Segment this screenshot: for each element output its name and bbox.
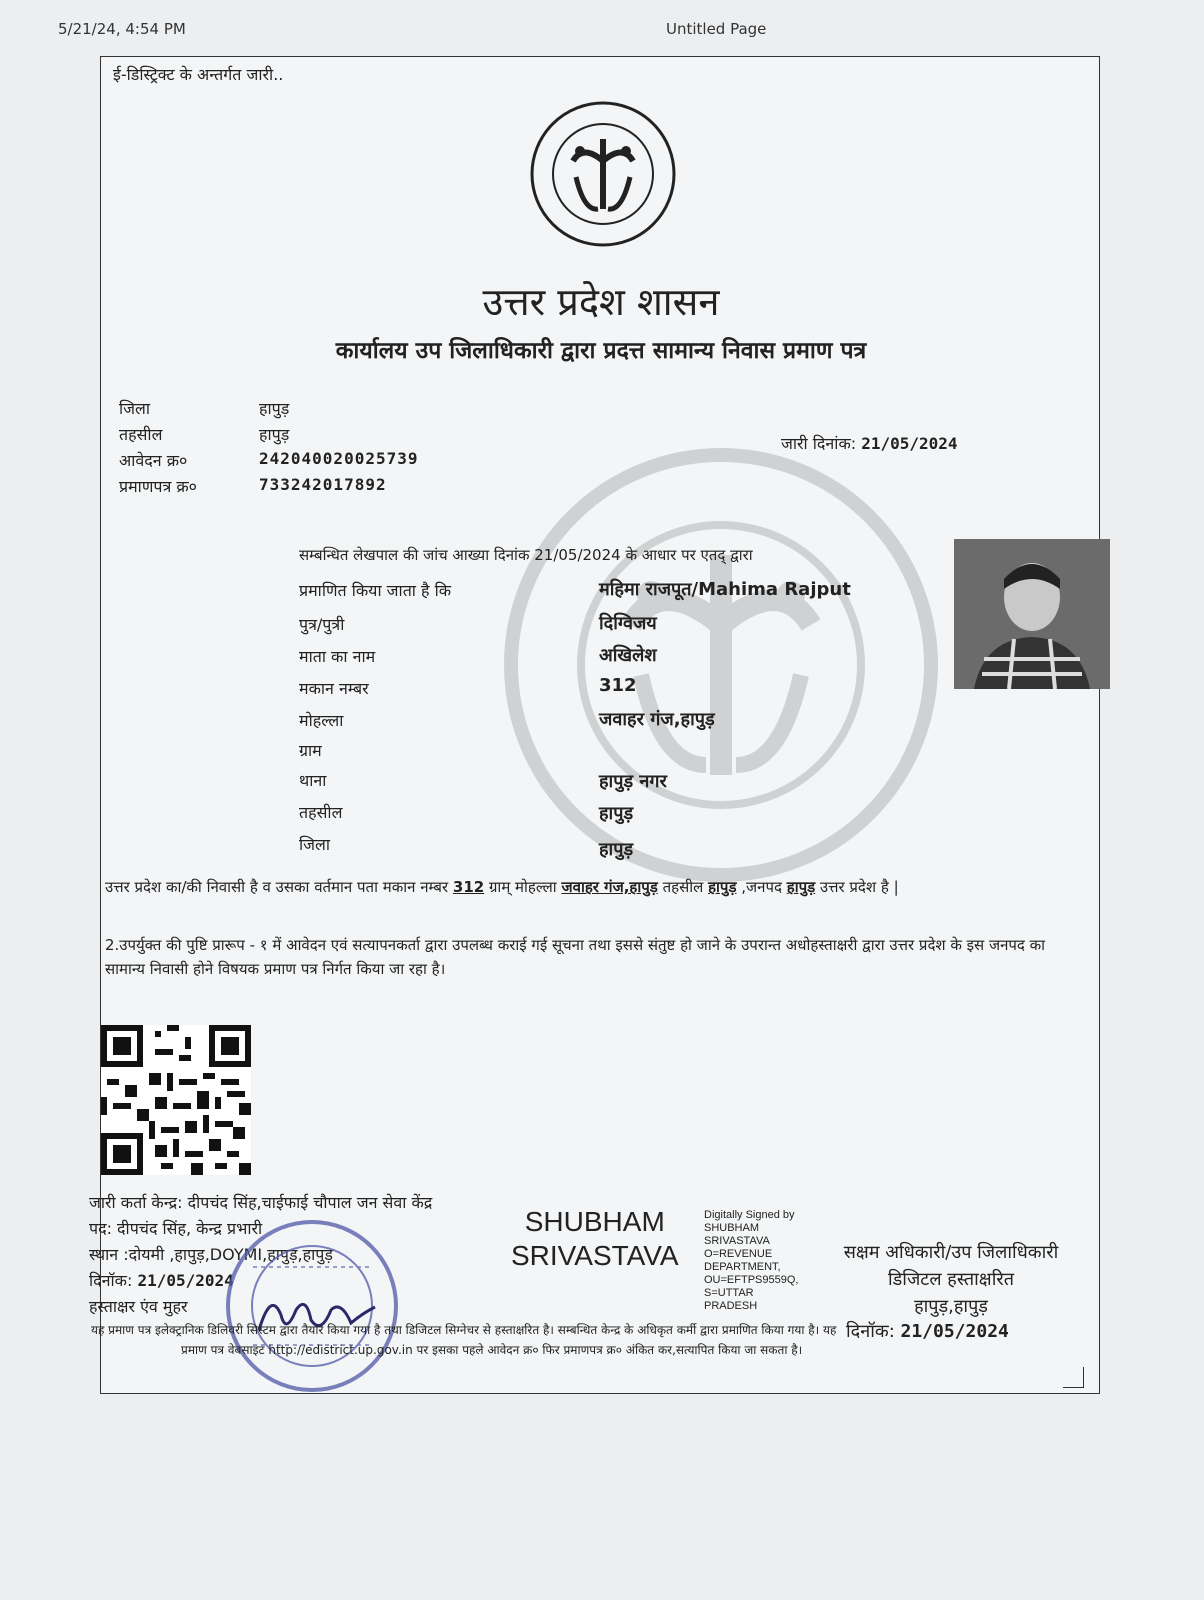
issue-date-value: 21/05/2024 xyxy=(861,434,958,453)
signer-first-name: SHUBHAM xyxy=(524,1206,665,1237)
meta-label-tehsil: तहसील xyxy=(119,425,163,444)
print-datetime: 5/21/24, 4:54 PM xyxy=(58,20,186,38)
certificate-title: कार्यालय उप जिलाधिकारी द्वारा प्रदत्त सामान्य निवास प्रमाण पत्र xyxy=(335,338,867,364)
field-value-district: हापुड़ xyxy=(599,839,634,860)
meta-label-application-no: आवेदन क्र० xyxy=(119,451,188,470)
issuing-center: जारी कर्ता केन्द्र: दीपचंद सिंह,चाईफाई चौपाल जन सेवा केंद्र xyxy=(89,1193,433,1212)
signer-last-name: SRIVASTAVA xyxy=(511,1240,679,1271)
field-value-house-no: 312 xyxy=(599,675,637,696)
field-label-house-no: मकान नम्बर xyxy=(299,679,369,698)
field-label-village: ग्राम xyxy=(299,741,322,760)
issuer-place: स्थान :दोयमी ,हापुड़,DOYMI,हापुड़,हापुड़ xyxy=(89,1245,333,1264)
applicant-photo-image xyxy=(954,539,1110,689)
meta-label-district: जिला xyxy=(119,399,151,418)
authority-date-label: दिनॉक: xyxy=(846,1321,895,1342)
field-label-certified: प्रमाणित किया जाता है कि xyxy=(299,581,452,600)
meta-value-tehsil: हापुड़ xyxy=(259,425,290,444)
field-value-mother: अखिलेश xyxy=(599,645,657,666)
field-value-tehsil: हापुड़ xyxy=(599,803,634,824)
field-label-tehsil: तहसील xyxy=(299,803,343,822)
issue-date-label: जारी दिनांक: xyxy=(781,434,857,453)
field-value-mohalla: जवाहर गंज,हापुड़ xyxy=(599,709,715,730)
meta-value-certificate-no: 733242017892 xyxy=(259,475,387,494)
para-mohalla: जवाहर गंज,हापुड़ xyxy=(561,878,658,896)
residence-paragraph: उत्तर प्रदेश का/की निवासी है व उसका वर्तमान पता मकान नम्बर 312 ग्राम् मोहल्ला जवाहर गंज,हापुड़ तहसील हापुड़ ,जनपद हापुड़ उत्तर प्रदेश है | xyxy=(105,878,899,896)
qr-code xyxy=(101,1025,251,1175)
para-tehsil: हापुड़ xyxy=(708,878,737,896)
authority-date-value: 21/05/2024 xyxy=(900,1321,1009,1342)
issuer-date-label: दिनॉक: xyxy=(89,1271,133,1290)
up-emblem-logo xyxy=(528,99,678,249)
field-label-mohalla: मोहल्ला xyxy=(299,711,344,730)
issuer-designation: पद: दीपचंद सिंह, केन्द्र प्रभारी xyxy=(89,1219,263,1238)
authority-sign-note: डिजिटल हस्ताक्षरित xyxy=(888,1269,1014,1290)
field-value-father: दिग्विजय xyxy=(599,613,657,634)
print-page-title: Untitled Page xyxy=(666,20,767,38)
issuer-date xyxy=(89,1269,234,1291)
para-district: हापुड़ xyxy=(786,878,816,896)
confirmation-paragraph: 2.उपर्युक्त की पुष्टि प्रारूप - १ में आवेदन एवं सत्यापनकर्ता द्वारा उपलब्ध कराई गई सूचना तथा इससे संतुष्ट हो जाने के उपरान्त अधोहस्ताक्षरी द्वारा उत्तर प्रदेश के इस जनपद का सामान्य निवासी होने विषयक प्रमाण पत्र निर्गत किया जा रहा है। xyxy=(105,936,1046,978)
certificate-page xyxy=(89,56,1100,1394)
government-title: उत्तर प्रदेश शासन xyxy=(482,280,720,324)
corner-mark xyxy=(1063,1367,1084,1388)
authority-block xyxy=(821,1239,1081,1320)
issuer-sign-label: हस्ताक्षर एंव मुहर xyxy=(89,1297,188,1316)
emblem-watermark xyxy=(501,445,941,885)
issued-under-note: ई-डिस्ट्रिक्ट के अन्तर्गत जारी.. xyxy=(113,65,284,84)
applicant-photo xyxy=(954,539,1110,689)
para-house-no: 312 xyxy=(452,878,485,896)
digital-signature-block: Digitally Signed by SHUBHAM SRIVASTAVA O=REVENUE DEPARTMENT, OU=EFTPS9559Q, S=UTTAR PRADESH xyxy=(704,1209,799,1312)
field-label-child-of: पुत्र/पुत्री xyxy=(299,615,345,634)
meta-label-certificate-no: प्रमाणपत्र क्र० xyxy=(119,477,197,496)
field-label-mother: माता का नाम xyxy=(299,647,376,666)
field-label-police-station: थाना xyxy=(299,771,327,790)
issuer-date-value: 21/05/2024 xyxy=(137,1271,234,1290)
meta-value-district: हापुड़ xyxy=(259,399,290,418)
footnote-line-2: प्रमाण पत्र वेबसाइट http://edistrict.up.gov.in पर इसका पहले आवेदन क्र० फिर प्रमाणपत्र क्र० अंकित कर,सत्यापित किया जा सकता है। xyxy=(181,1343,803,1357)
field-value-name: महिमा राजपूत/Mahima Rajput xyxy=(599,579,851,600)
footnote-line-1: यह प्रमाण पत्र इलेक्ट्रानिक डिलिवरी सिस्टम द्वारा तैयार किया गया है तथा डिजिटल सिग्नेचर से हस्ताक्षरित है। सम्बन्धित केन्द्र के अधिकृत कर्मी द्वारा प्रमाणित किया गया है। यह xyxy=(91,1323,837,1337)
authority-place: हापुड़,हापुड़ xyxy=(914,1296,988,1317)
field-value-police-station: हापुड़ नगर xyxy=(599,771,667,792)
signer-name xyxy=(511,1205,679,1273)
field-label-district: जिला xyxy=(299,835,331,854)
verification-intro: सम्बन्धित लेखपाल की जांच आख्या दिनांक 21/05/2024 के आधार पर एतद् द्वारा xyxy=(299,546,753,564)
authority-title: सक्षम अधिकारी/उप जिलाधिकारी xyxy=(843,1242,1059,1263)
meta-value-application-no: 242040020025739 xyxy=(259,449,419,468)
